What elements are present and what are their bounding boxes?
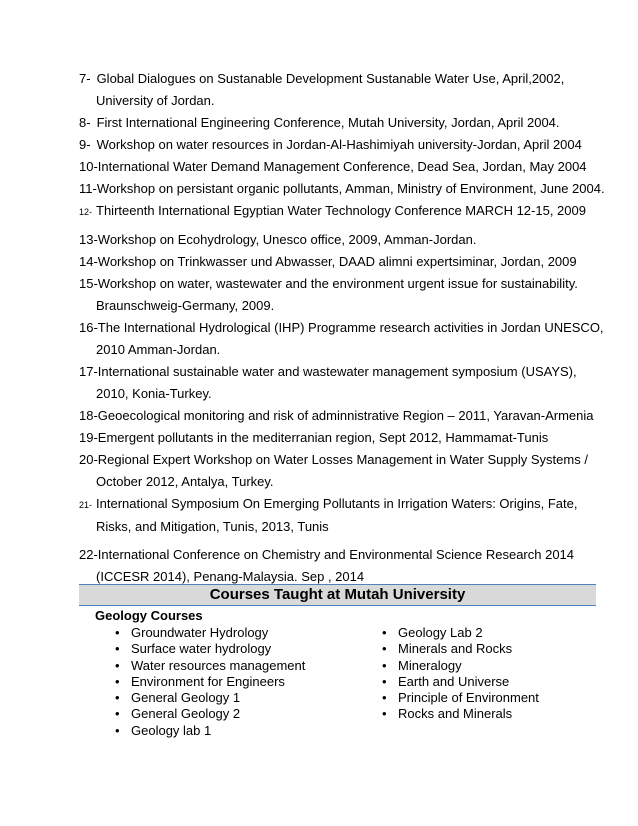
- conference-entry: [79, 273, 599, 317]
- entry-number: 7-: [79, 71, 91, 86]
- entry-text: Workshop on persistant organic pollutants, Amman, Ministry of Environment, June 2004.: [96, 181, 605, 196]
- course-item: [115, 723, 355, 739]
- entry-text-continued: 2010 Amman-Jordan.: [96, 342, 221, 357]
- bullet-icon: •: [382, 625, 387, 640]
- course-name: Geology lab 1: [131, 722, 212, 738]
- bullet-icon: •: [115, 706, 120, 722]
- course-item: [382, 625, 582, 641]
- section-heading: Courses Taught at Mutah University: [209, 586, 466, 603]
- conference-entry: [79, 544, 599, 588]
- entry-text-continued: Risks, and Mitigation, Tunis, 2013, Tunis: [96, 519, 329, 534]
- entry-text: Thirteenth International Egyptian Water Technology Conference MARCH 12-15, 2009: [96, 203, 586, 218]
- entry-number: 14-: [79, 254, 98, 269]
- course-name: Minerals and Rocks: [398, 641, 513, 657]
- entry-number: 11-: [79, 181, 97, 196]
- conference-entry: [79, 68, 599, 112]
- entry-number: 15-: [79, 276, 98, 291]
- course-name: Principle of Environment: [398, 690, 539, 706]
- entry-number: 13-: [79, 232, 98, 247]
- bullet-icon: •: [382, 641, 387, 657]
- course-item: [382, 658, 582, 674]
- courses-right-column: [382, 625, 582, 723]
- bullet-icon: •: [382, 657, 387, 673]
- entry-text-continued: 2010, Konia-Turkey.: [96, 386, 212, 401]
- entry-number: 22-: [79, 547, 98, 562]
- entry-text-continued: University of Jordan.: [96, 93, 215, 108]
- course-item: [382, 641, 582, 657]
- entry-number: 19-: [79, 430, 98, 445]
- entry-text: Regional Expert Workshop on Water Losses Management in Water Supply Systems /: [97, 452, 588, 467]
- conference-entry: [79, 229, 599, 251]
- entry-text: Workshop on Trinkwasser und Abwasser, DAAD alimni expertsiminar, Jordan, 2009: [97, 254, 577, 269]
- course-item: [115, 706, 355, 722]
- entry-text: International sustainable water and wastewater management symposium (USAYS),: [97, 364, 577, 379]
- section-banner: [79, 584, 596, 606]
- conference-entry: [79, 317, 604, 361]
- course-name: Mineralogy: [398, 657, 462, 673]
- entry-text: International Conference on Chemistry and Environmental Science Research 2014: [97, 547, 575, 562]
- entry-text-continued: Braunschweig-Germany, 2009.: [96, 298, 275, 313]
- course-name: Rocks and Minerals: [398, 706, 513, 722]
- course-name: General Geology 1: [131, 690, 241, 706]
- bullet-icon: •: [115, 690, 120, 706]
- course-item: [115, 658, 355, 674]
- course-name: Earth and Universe: [398, 673, 510, 689]
- bullet-icon: •: [115, 625, 120, 640]
- courses-left-column: [115, 625, 355, 739]
- entry-number: 21-: [79, 500, 93, 510]
- entry-text-continued: (ICCESR 2014), Penang-Malaysia. Sep , 2014: [96, 569, 365, 584]
- entry-number: 12-: [79, 207, 93, 217]
- conference-entry: [79, 251, 599, 273]
- entry-text: International Symposium On Emerging Pollutants in Irrigation Waters: Origins, Fate,: [96, 496, 578, 511]
- conference-entry: [79, 112, 599, 134]
- entry-text: Workshop on Ecohydrology, Unesco office, 2009, Amman-Jordan.: [97, 232, 477, 247]
- bullet-icon: •: [382, 690, 387, 706]
- entry-text: First International Engineering Conference, Mutah University, Jordan, April 2004.: [96, 115, 560, 130]
- course-name: Water resources management: [131, 657, 306, 673]
- courses-subheading: Geology Courses: [95, 608, 203, 623]
- entry-text: Workshop on water, wastewater and the environment urgent issue for sustainability.: [97, 276, 578, 291]
- bullet-icon: •: [382, 673, 387, 689]
- course-name: General Geology 2: [131, 706, 241, 722]
- bullet-icon: •: [115, 722, 120, 738]
- course-item: [115, 674, 355, 690]
- entry-text: Emergent pollutants in the mediterranian region, Sept 2012, Hammamat-Tunis: [97, 430, 549, 445]
- entry-number: 16-: [79, 320, 98, 335]
- entry-number: 8-: [79, 115, 91, 130]
- course-item: [382, 706, 582, 722]
- entry-number: 9-: [79, 137, 91, 152]
- bullet-icon: •: [115, 657, 120, 673]
- entry-number: 20-: [79, 452, 98, 467]
- entry-text: Geoecological monitoring and risk of adminnistrative Region – 2011, Yaravan-Armenia: [97, 408, 594, 423]
- conference-list: [79, 68, 605, 588]
- course-item: [115, 625, 355, 641]
- bullet-icon: •: [115, 673, 120, 689]
- conference-entry: [79, 361, 599, 405]
- conference-entry: [79, 200, 599, 223]
- course-item: [115, 690, 355, 706]
- entry-number: 10-: [79, 159, 98, 174]
- bullet-icon: •: [382, 706, 387, 722]
- course-name: Environment for Engineers: [131, 673, 285, 689]
- conference-entry: [79, 449, 599, 493]
- entry-number: 17-: [79, 364, 98, 379]
- entry-text: Workshop on water resources in Jordan-Al-Hashimiyah university-Jordan, April 2004: [96, 137, 582, 152]
- course-item: [115, 641, 355, 657]
- course-name: Geology Lab 2: [398, 625, 483, 640]
- course-item: [382, 690, 582, 706]
- course-name: Surface water hydrology: [131, 641, 272, 657]
- course-name: Groundwater Hydrology: [131, 625, 269, 640]
- conference-entry: [79, 156, 599, 178]
- conference-entry: [79, 405, 599, 427]
- entry-text: Global Dialogues on Sustanable Development Sustanable Water Use, April,2002,: [96, 71, 565, 86]
- entry-text: International Water Demand Management Conference, Dead Sea, Jordan, May 2004: [97, 159, 587, 174]
- conference-entry: [79, 178, 605, 200]
- conference-entry: [79, 134, 599, 156]
- entry-text: The International Hydrological (IHP) Programme research activities in Jordan UNESCO,: [97, 320, 604, 335]
- course-item: [382, 674, 582, 690]
- conference-entry: [79, 427, 599, 449]
- entry-number: 18-: [79, 408, 98, 423]
- bullet-icon: •: [115, 641, 120, 657]
- conference-entry: [79, 493, 599, 538]
- entry-text-continued: October 2012, Antalya, Turkey.: [96, 474, 274, 489]
